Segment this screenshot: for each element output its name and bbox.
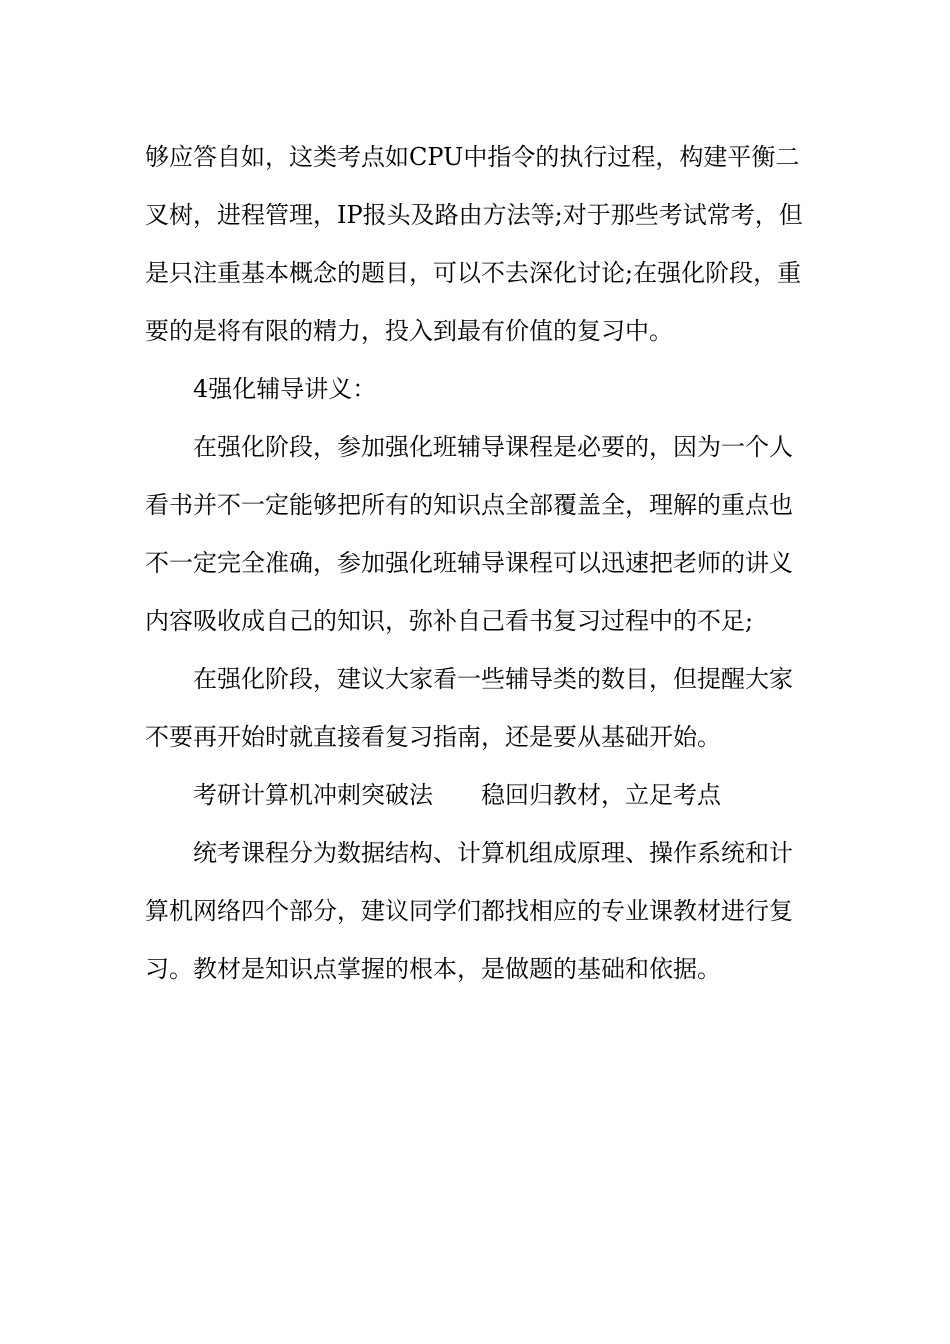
paragraph-1: 够应答自如，这类考点如CPU中指令的执行过程，构建平衡二叉树，进程管理，IP报头及路由方法等;对于那些考试常考，但是只注重基本概念的题目，可以不去深化讨论;在强化阶段，重要的是将有限的精力，投入到最有价值的复习中。 xyxy=(145,143,803,345)
document-body xyxy=(145,128,810,998)
paragraph-4: 在强化阶段，建议大家看一些辅导类的数目，但提醒大家不要再开始时就直接看复习指南，还是要从基础开始。 xyxy=(145,665,793,751)
paragraph-2-subheading: 4强化辅导讲义： xyxy=(193,375,377,403)
heading-left: 考研计算机冲刺突破法 xyxy=(193,781,433,809)
paragraph-3: 在强化阶段，参加强化班辅导课程是必要的，因为一个人看书并不一定能够把所有的知识点全部覆盖全，理解的重点也不一定完全准确，参加强化班辅导课程可以迅速把老师的讲义内容吸收成自己的知识，弥补自己看书复习过程中的不足; xyxy=(145,433,793,635)
heading-right: 稳回归教材，立足考点 xyxy=(481,781,721,809)
paragraph-5-heading xyxy=(145,766,810,824)
paragraph-6: 统考课程分为数据结构、计算机组成原理、操作系统和计算机网络四个部分，建议同学们都找相应的专业课教材进行复习。教材是知识点掌握的根本，是做题的基础和依据。 xyxy=(145,839,793,983)
